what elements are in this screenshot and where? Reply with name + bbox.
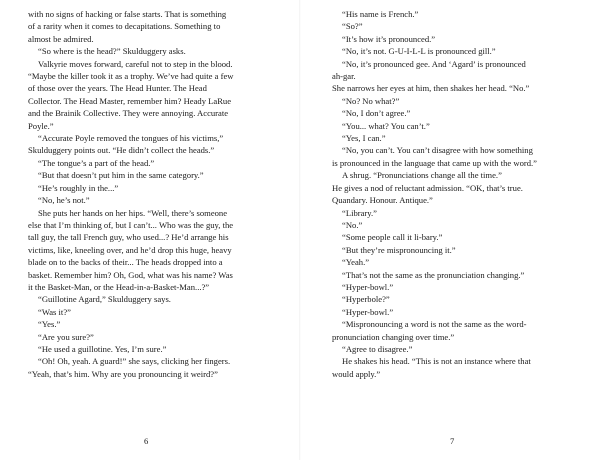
left-page [28,8,268,380]
text-line: “No, it’s pronounced gee. And ‘Agard’ is pronounced [342,58,526,69]
text-line: “So where is the head?” Skulduggery asks. [38,46,186,57]
book-gutter [299,0,301,460]
text-line: of a rarity when it comes to decapitations. Something to [28,21,221,32]
text-line: Quandary. Honour. Antique.” [332,195,433,206]
text-line: “Yeah, that’s him. Why are you pronouncing it weird?” [28,368,218,379]
text-line: “Oh! Oh, yeah. A guard!” she says, clicking her fingers. [38,356,231,367]
text-line: is pronounced in the language that came up with the word.” [332,157,537,168]
text-line: “Mispronouncing a word is not the same as the word- [342,319,527,330]
text-line: else that I’m thinking of, but I can’t... Who was the guy, the [28,219,234,230]
text-line: “No? No what?” [342,95,400,106]
text-line: victims, like, kneeling over, and he’d drop this huge, heavy [28,244,232,255]
text-line: “It’s how it’s pronounced.” [342,33,436,44]
text-line: He gives a nod of reluctant admission. “OK, that’s true. [332,182,523,193]
text-line: and the Brainik Collective. They were annoying. Accurate [28,108,229,119]
text-line: “That’s not the same as the pronunciation changing.” [342,269,525,280]
text-line: ah-gar. [332,71,356,82]
text-line: “He’s roughly in the...” [38,182,119,193]
text-line: “You... what? You can’t.” [342,120,430,131]
left-page-number: 6 [144,436,149,446]
text-line: “He used a guillotine. Yes, I’m sure.” [38,343,167,354]
text-line: A shrug. “Pronunciations change all the time.” [342,170,502,181]
text-line: He shakes his head. “This is not an instance where that [342,356,531,367]
text-line: “But that doesn’t put him in the same category.” [38,170,204,181]
text-line: “Hyper-bowl.” [342,281,394,292]
text-line: blade on to the backs of their... The heads dropped into a [28,257,223,268]
text-line: of those over the years. The Head Hunter. The Head [28,83,207,94]
text-line: “Some people call it li-bary.” [342,232,443,243]
text-line: “No, I don’t agree.” [342,108,411,119]
text-line: almost be admired. [28,33,94,44]
text-line: Skulduggery points out. “He didn’t collect the heads.” [28,145,215,156]
text-line: “Maybe the killer took it as a trophy. We’ve had quite a few [28,71,234,82]
text-line: Collector. The Head Master, remember him? Heady LaRue [28,95,232,106]
text-line: “His name is French.” [342,9,419,19]
text-line: “No, you can’t. You can’t disagree with how something [342,145,533,156]
text-line: She puts her hands on her hips. “Well, there’s someone [38,207,228,218]
right-page-number: 7 [450,436,455,446]
text-line: would apply.” [332,368,381,379]
text-line: “Are you sure?” [38,331,94,342]
text-line: “Hyper-bowl.” [342,306,394,317]
text-line: “Agree to disagree.” [342,343,413,354]
text-line: “So?” [342,21,363,32]
text-line: “Yes.” [38,319,61,330]
text-line: “Yeah.” [342,257,370,268]
text-line: “Was it?” [38,306,71,317]
right-page [332,8,572,380]
text-line: “The tongue’s a part of the head.” [38,157,155,168]
text-line: “Accurate Poyle removed the tongues of his victims,” [38,133,224,144]
text-line: “Guillotine Agard,” Skulduggery says. [38,294,171,305]
text-line: “No.” [342,219,363,230]
text-line: pronunciation changing over time.” [332,331,455,342]
text-line: “Yes, I can.” [342,133,386,144]
text-line: “Hyperbole?” [342,294,390,305]
text-line: “But they’re mispronouncing it.” [342,244,456,255]
text-line: “No, it’s not. G-U-I-L-L is pronounced gill.” [342,46,496,57]
text-line: “No, he’s not.” [38,195,90,206]
text-line: with no signs of hacking or false starts. That is something [28,9,227,19]
text-line: She narrows her eyes at him, then shakes her head. “No.” [332,83,530,94]
text-line: Valkyrie moves forward, careful not to step in the blood. [38,58,233,69]
text-line: tall guy, the tall French guy, who used...? He’d arrange his [28,232,229,243]
text-line: Poyle.” [28,120,54,131]
text-line: it the Basket-Man, or the Head-in-a-Basket-Man...?” [28,281,210,292]
text-line: “Library.” [342,207,377,218]
text-line: basket. Remember him? Oh, God, what was his name? Was [28,269,233,280]
